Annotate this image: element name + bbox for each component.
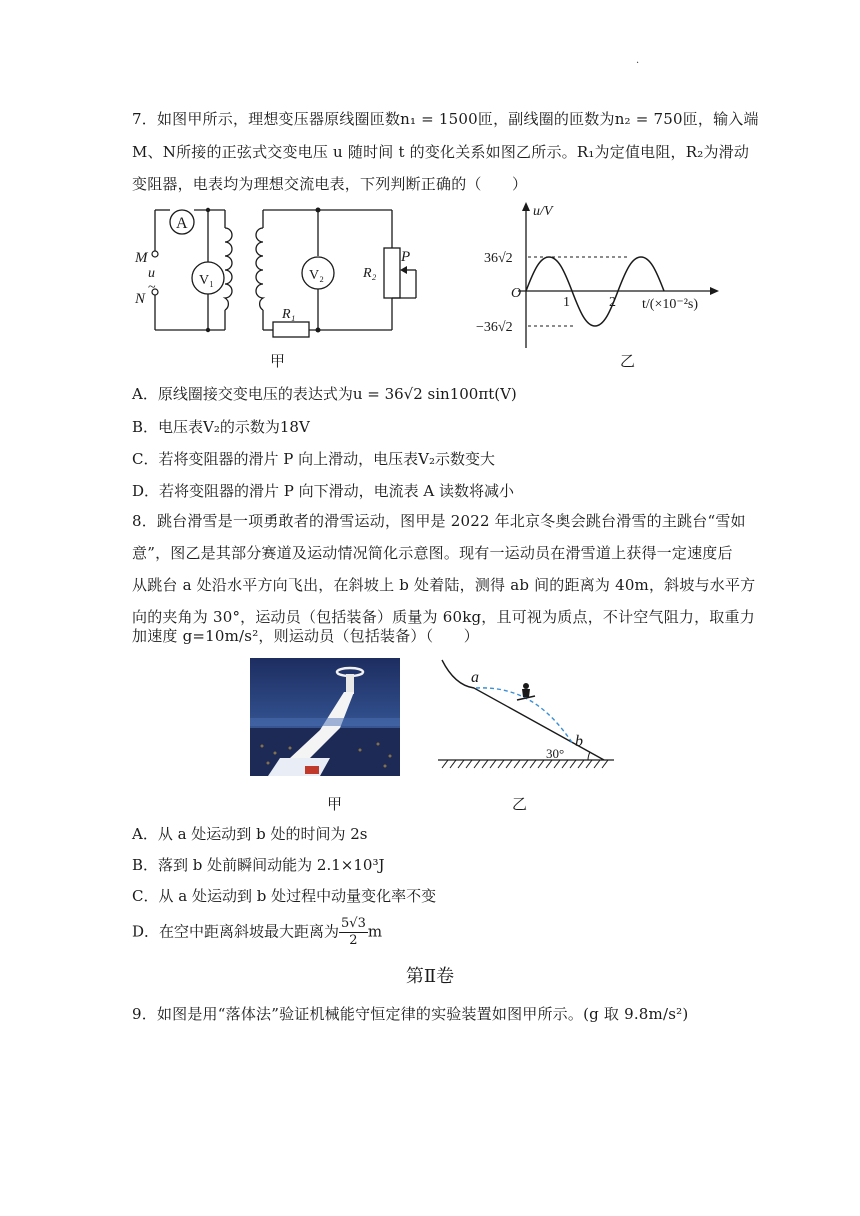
origin-label: O bbox=[511, 286, 522, 301]
ac-symbol: ~ bbox=[148, 280, 156, 295]
v1-label: V₁ bbox=[199, 273, 214, 288]
q8-line-1: 8．跳台滑雪是一项勇敢者的滑雪运动，图甲是 2022 年北京冬奥会跳台滑雪的主跳台“雪如 bbox=[132, 512, 746, 530]
slope-trajectory-diagram bbox=[438, 658, 618, 773]
slider-p-label: P bbox=[401, 249, 411, 265]
q7-line-1: 7．如图甲所示，理想变压器原线圈匝数n₁ = 1500匝，副线圈的匝数为n₂ = 750匝，输入端 bbox=[132, 110, 759, 128]
x-axis-label: t/(×10⁻²s) bbox=[642, 297, 699, 312]
angle-label: 30° bbox=[546, 746, 565, 761]
point-a-label: a bbox=[471, 669, 479, 686]
point-b-label: b bbox=[575, 733, 583, 750]
q7-option-c[interactable]: C．若将变阻器的滑片 P 向上滑动，电压表V₂示数变大 bbox=[132, 450, 495, 468]
ymin-label: −36√2 bbox=[476, 320, 513, 335]
q9-line: 9．如图是用“落体法”验证机械能守恒定律的实验装置如图甲所示。(g 取 9.8m/s²) bbox=[132, 1005, 689, 1023]
q8-option-d-unit: m bbox=[367, 922, 383, 941]
q8-option-d-prefix: D．在空中距离斜坡最大距离为 bbox=[132, 922, 340, 941]
q7-line-2: M、N所接的正弦式交变电压 u 随时间 t 的变化关系如图乙所示。R₁为定值电阻，R₂为滑动 bbox=[132, 143, 750, 161]
terminal-n-label: N bbox=[135, 291, 146, 307]
ski-jump-photo bbox=[250, 658, 400, 776]
q7-option-b[interactable]: B．电压表V₂的示数为18V bbox=[132, 418, 310, 436]
fraction-denominator: 2 bbox=[349, 933, 358, 948]
section-title: 第Ⅱ卷 bbox=[405, 966, 455, 987]
q8-line-4: 向的夹角为 30°，运动员（包括装备）质量为 60kg，且可视为质点，不计空气阻力，取重力 bbox=[132, 608, 755, 626]
v2-label: V₂ bbox=[309, 268, 324, 283]
q8-option-c[interactable]: C．从 a 处运动到 b 处过程中动量变化率不变 bbox=[132, 887, 437, 905]
y-axis-label: u/V bbox=[533, 204, 553, 219]
header-mark: · bbox=[636, 58, 640, 69]
ammeter-label: A bbox=[176, 215, 188, 232]
q8-line-5: 加速度 g=10m/s²，则运动员（包括装备）（ ） bbox=[132, 627, 479, 645]
fraction bbox=[339, 916, 368, 949]
x-tick-2: 2 bbox=[609, 295, 616, 310]
r1-label: R₁ bbox=[282, 307, 296, 322]
q8-line-3: 从跳台 a 处沿水平方向飞出，在斜坡上 b 处着陆，测得 ab 间的距离为 40m，斜坡与水平方 bbox=[132, 576, 756, 594]
q8-line-2: 意”，图乙是其部分赛道及运动情况简化示意图。现有一运动员在滑雪道上获得一定速度后 bbox=[132, 544, 733, 562]
transformer-circuit-diagram bbox=[130, 200, 430, 345]
q8-option-a[interactable]: A．从 a 处运动到 b 处的时间为 2s bbox=[132, 825, 368, 843]
fraction-numerator: 5√3 bbox=[341, 916, 366, 931]
q7-option-a[interactable]: A．原线圈接交变电压的表达式为u = 36√2 sin100πt(V) bbox=[132, 385, 517, 403]
q7-fig-caption-yi: 乙 bbox=[620, 352, 636, 370]
r2-label: R₂ bbox=[363, 266, 377, 281]
x-tick-1: 1 bbox=[563, 295, 570, 310]
q8-option-d[interactable] bbox=[132, 916, 382, 949]
q7-fig-caption-jia: 甲 bbox=[270, 352, 286, 370]
q8-fig-caption-yi: 乙 bbox=[512, 795, 528, 813]
q7-option-d[interactable]: D．若将变阻器的滑片 P 向下滑动，电流表 A 读数将减小 bbox=[132, 482, 515, 500]
voltage-time-graph bbox=[470, 198, 720, 350]
ymax-label: 36√2 bbox=[484, 251, 513, 266]
q7-line-3: 变阻器，电表均为理想交流电表，下列判断正确的（ ） bbox=[132, 175, 528, 193]
q8-option-b[interactable]: B．落到 b 处前瞬间动能为 2.1×10³J bbox=[132, 856, 385, 874]
q8-fig-caption-jia: 甲 bbox=[327, 795, 343, 813]
voltage-u-label: u bbox=[148, 266, 155, 281]
terminal-m-label: M bbox=[135, 250, 148, 266]
